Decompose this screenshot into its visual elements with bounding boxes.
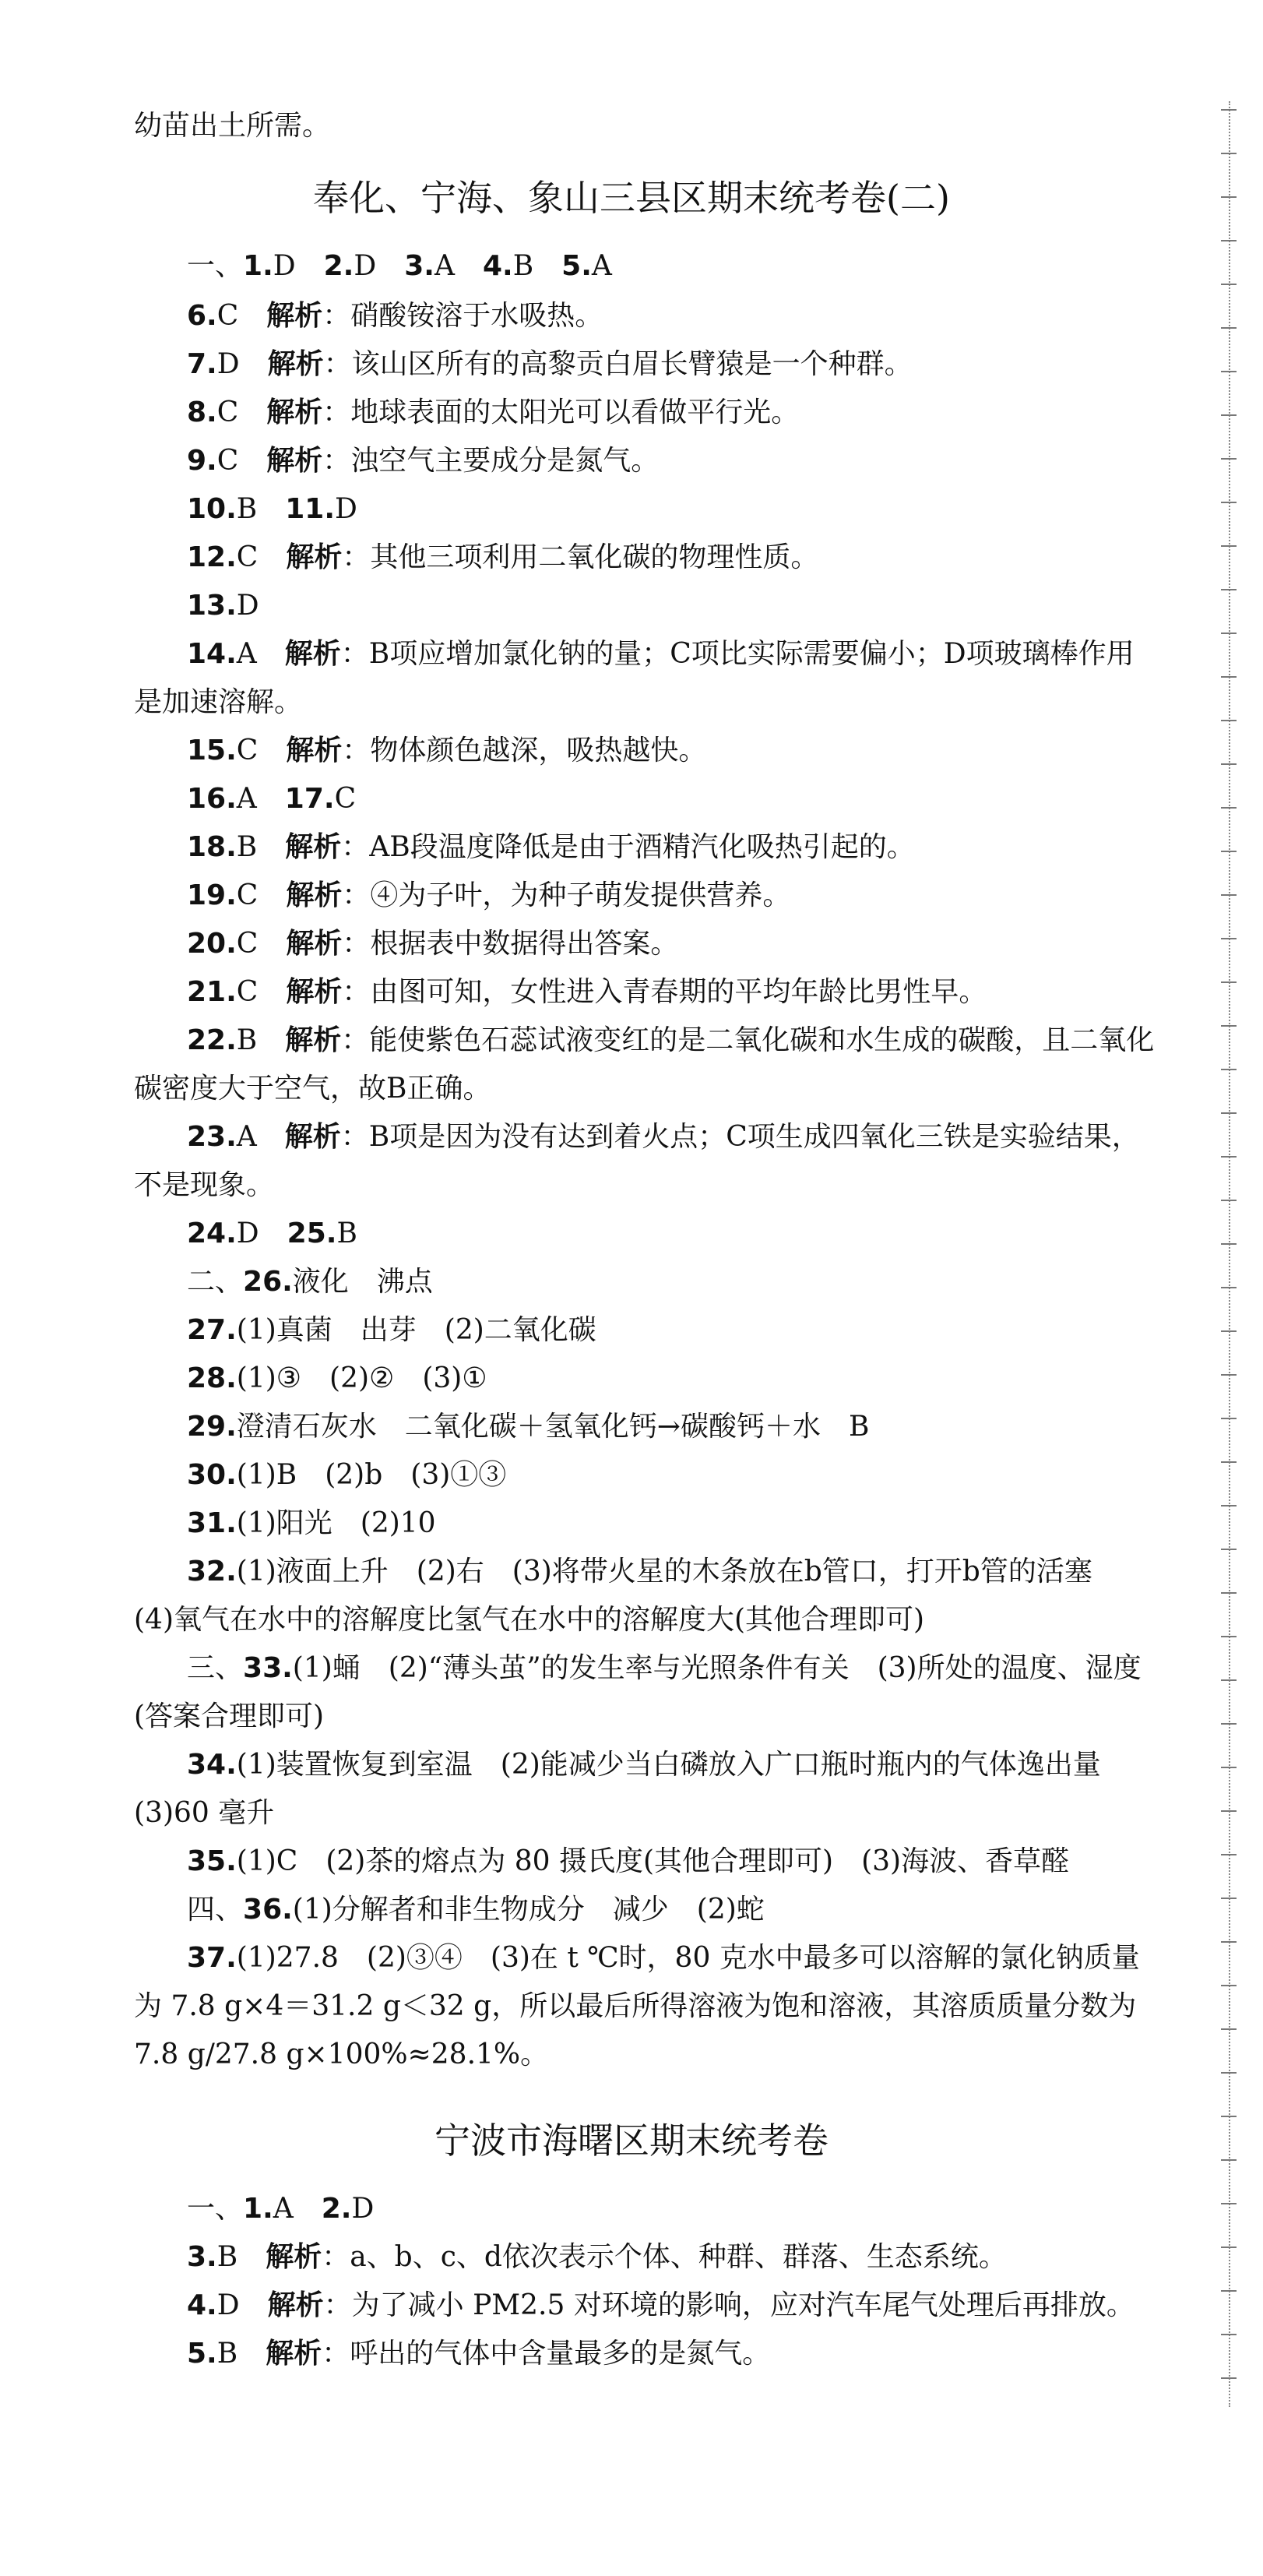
rail-tick (1221, 1898, 1237, 1899)
answer-line (187, 2289, 1135, 2323)
question-number: 23. (187, 1121, 237, 1153)
answer-text: (答案合理即可) (134, 1700, 325, 1732)
question-number: 3. (187, 2241, 217, 2273)
rail-tick (1221, 414, 1237, 416)
answer-text: B (216, 2338, 266, 2370)
question-number: 24. (187, 1218, 237, 1249)
answer-text: A (434, 250, 483, 282)
answer-text: ：其他三项利用二氧化碳的物理性质。 (342, 541, 819, 573)
answer-line (187, 347, 913, 382)
answer-text: C (216, 300, 267, 332)
rail-tick (1221, 1679, 1237, 1681)
rail-tick (1221, 2028, 1237, 2030)
answer-text: (1)B (2)b (3)①③ (236, 1459, 507, 1491)
rail-tick (1221, 371, 1237, 372)
answer-line (187, 1120, 1140, 1154)
answer-text: ：该山区所有的高黎贡白眉长臂猿是一个种群。 (323, 348, 913, 380)
rail-tick (1221, 1069, 1237, 1070)
question-number: 11. (285, 493, 336, 525)
question-number: 4. (482, 250, 513, 282)
rail-tick (1221, 2247, 1237, 2248)
rail-tick (1221, 2159, 1237, 2161)
question-number: 29. (187, 1411, 237, 1443)
rail-tick (1221, 676, 1237, 678)
answer-text: C (216, 396, 267, 428)
answer-text: 一、 (187, 2193, 244, 2225)
answer-text: (1)液面上升 (2)右 (3)将带火星的木条放在b管口，打开b管的活塞 (236, 1556, 1092, 1588)
answer-text: D (273, 250, 324, 282)
rail-tick (1221, 894, 1237, 896)
answer-text: ：B项是因为没有达到着火点；C项生成四氧化三铁是实验结果， (340, 1121, 1140, 1153)
answer-line (187, 541, 818, 575)
question-number: 5. (187, 2338, 217, 2370)
answer-line (187, 879, 790, 913)
answer-line (187, 1555, 1092, 1589)
answer-text: ：硝酸铵溶于水吸热。 (322, 300, 603, 332)
rail-tick (1221, 981, 1237, 983)
answer-line (187, 1410, 869, 1444)
answer-text: ：能使紫色石蕊试液变红的是二氧化碳和水生成的碳酸，且二氧化 (341, 1024, 1155, 1056)
rail-tick (1221, 938, 1237, 939)
answer-text: (1)C (2)茶的熔点为 80 摄氏度(其他合理即可) (3)海波、香草醛 (236, 1845, 1070, 1877)
answer-line (187, 734, 706, 768)
answer-line (187, 2192, 374, 2226)
question-number: 16. (187, 783, 237, 815)
rail-tick (1221, 1156, 1237, 1158)
answer-text: ：呼出的气体中含量最多的是氮气。 (322, 2338, 771, 2370)
answer-text: B (236, 493, 286, 525)
answer-line (134, 685, 302, 720)
question-number: 13. (187, 590, 237, 622)
analysis-label: 解析 (284, 638, 341, 670)
answer-text: (4)氧气在水中的溶解度比氢气在水中的溶解度大(其他合理即可) (134, 1604, 925, 1636)
rail-tick (1221, 1723, 1237, 1725)
rail-tick (1221, 763, 1237, 765)
rail-tick (1221, 1854, 1237, 1855)
question-number: 1. (243, 2193, 273, 2225)
answer-text: ：为了减小 PM2.5 对环境的影响，应对汽车尾气处理后再排放。 (323, 2289, 1135, 2321)
rail-tick (1221, 458, 1237, 460)
rail-tick (1221, 1810, 1237, 1812)
answer-line (187, 1651, 1142, 1686)
answer-text: C (236, 541, 287, 573)
answer-text: (1)分解者和非生物成分 减少 (2)蛇 (292, 1894, 765, 1926)
question-number: 17. (284, 783, 335, 815)
answer-text: ：地球表面的太阳光可以看做平行光。 (322, 396, 800, 428)
answer-text: A (236, 1121, 285, 1153)
answer-line (187, 1506, 436, 1541)
rail-tick (1221, 1374, 1237, 1376)
answer-text: 幼苗出土所需。 (134, 110, 331, 142)
answer-text: 一、 (187, 250, 244, 282)
question-number: 12. (187, 541, 237, 573)
answer-text: 不是现象。 (134, 1169, 275, 1201)
binding-margin-rail (1229, 101, 1230, 2407)
answer-text: C (334, 783, 357, 815)
question-number: 37. (187, 1942, 237, 1974)
rail-tick (1221, 2116, 1237, 2117)
question-number: 5. (561, 250, 592, 282)
analysis-label: 解析 (286, 976, 343, 1008)
analysis-label: 解析 (285, 1024, 342, 1056)
answer-text: 液化 沸点 (292, 1266, 433, 1298)
answer-text: D (216, 2289, 268, 2321)
rail-tick (1221, 851, 1237, 852)
answer-text: 三、 (187, 1652, 244, 1684)
answer-text: A (236, 783, 285, 815)
answer-line (187, 492, 357, 527)
question-number: 18. (187, 831, 237, 863)
answer-line (187, 2240, 1007, 2275)
answer-text: B (216, 2241, 266, 2273)
question-number: 7. (187, 348, 217, 380)
answer-line (187, 1217, 357, 1251)
analysis-label: 解析 (266, 396, 323, 428)
rail-tick (1221, 1112, 1237, 1114)
answer-text: 澄清石灰水 二氧化碳＋氢氧化钙→碳酸钙＋水 B (236, 1411, 870, 1443)
question-number: 28. (187, 1362, 237, 1394)
analysis-label: 解析 (284, 1121, 341, 1153)
answer-text: 7.8 g/27.8 g×100%≈28.1%。 (134, 2039, 549, 2070)
answer-text: B (236, 831, 286, 863)
answer-text: ：④为子叶，为种子萌发提供营养。 (342, 879, 791, 911)
rail-tick (1221, 109, 1237, 111)
question-number: 2. (321, 2193, 352, 2225)
answer-text: ：物体颜色越深，吸热越快。 (342, 735, 707, 766)
rail-tick (1221, 2377, 1237, 2379)
answer-text: C (236, 735, 287, 766)
rail-tick (1221, 545, 1237, 547)
rail-tick (1221, 2290, 1237, 2292)
question-number: 4. (187, 2289, 217, 2321)
rail-tick (1221, 1636, 1237, 1637)
answer-line (134, 1700, 324, 1734)
question-number: 10. (187, 493, 237, 525)
rail-tick (1221, 1549, 1237, 1550)
answer-text: C (236, 976, 287, 1008)
answer-text: 奉化、宁海、象山三县区期末统考卷(二) (313, 177, 950, 219)
answer-line (187, 1748, 1101, 1782)
rail-tick (1221, 196, 1237, 198)
answer-line (134, 1989, 1136, 2024)
answer-text: (1)27.8 (2)③④ (3)在 t ℃时，80 克水中最多可以溶解的氯化钠质量 (236, 1942, 1140, 1974)
answer-text: ：B项应增加氯化钠的量；C项比实际需要偏小；D项玻璃棒作用 (340, 638, 1135, 670)
rail-tick (1221, 284, 1237, 285)
answer-text: A (236, 638, 285, 670)
answer-line (187, 589, 259, 623)
section-title (0, 2119, 1263, 2162)
rail-tick (1221, 502, 1237, 503)
question-number: 30. (187, 1459, 237, 1491)
answer-text: 四、 (187, 1894, 244, 1926)
answer-line (187, 782, 356, 816)
question-number: 19. (187, 879, 237, 911)
answer-text: (1)阳光 (2)10 (236, 1507, 436, 1539)
answer-line (134, 1168, 274, 1203)
answer-text: 宁波市海曙区期末统考卷 (434, 2120, 829, 2162)
answer-line (187, 1941, 1140, 1975)
analysis-label: 解析 (286, 541, 343, 573)
answer-line (187, 396, 799, 430)
answer-line (134, 109, 330, 143)
answer-text: 二、 (187, 1266, 244, 1298)
answer-line (187, 1845, 1069, 1879)
rail-tick (1221, 2203, 1237, 2204)
answer-text: ：浊空气主要成分是氮气。 (322, 445, 660, 477)
analysis-label: 解析 (266, 2338, 322, 2370)
rail-tick (1221, 720, 1237, 721)
rail-tick (1221, 1941, 1237, 1943)
analysis-label: 解析 (267, 2289, 324, 2321)
answer-line (187, 1458, 506, 1492)
answer-text: C (236, 879, 287, 911)
analysis-label: 解析 (286, 879, 343, 911)
answer-line (134, 1603, 924, 1637)
question-number: 20. (187, 928, 237, 960)
answer-line (134, 1796, 274, 1831)
answer-text: ：a、b、c、d依次表示个体、种群、群落、生态系统。 (322, 2241, 1007, 2273)
rail-tick (1221, 1287, 1237, 1288)
answer-line (187, 1893, 765, 1927)
question-number: 31. (187, 1507, 237, 1539)
rail-tick (1221, 153, 1237, 154)
answer-text: D (236, 590, 259, 622)
rail-tick (1221, 240, 1237, 241)
question-number: 27. (187, 1314, 237, 1346)
question-number: 21. (187, 976, 237, 1008)
question-number: 2. (323, 250, 354, 282)
question-number: 36. (243, 1894, 293, 1926)
rail-tick (1221, 589, 1237, 590)
section-title (0, 176, 1263, 220)
rail-tick (1221, 1243, 1237, 1245)
answer-text: ：AB段温度降低是由于酒精汽化吸热引起的。 (341, 831, 915, 863)
answer-line (187, 1024, 1154, 1058)
answer-line (187, 1265, 433, 1299)
rail-tick (1221, 633, 1237, 634)
answer-line (187, 830, 915, 865)
question-number: 6. (187, 300, 217, 332)
rail-tick (1221, 1985, 1237, 1986)
rail-tick (1221, 807, 1237, 809)
rail-tick (1221, 1200, 1237, 1201)
answer-text: (1)真菌 出芽 (2)二氧化碳 (236, 1314, 596, 1346)
answer-text: D (216, 348, 268, 380)
answer-line (187, 299, 603, 333)
analysis-label: 解析 (285, 831, 342, 863)
answer-line (187, 637, 1135, 671)
rail-tick (1221, 1025, 1237, 1027)
rail-tick (1221, 327, 1237, 329)
analysis-label: 解析 (286, 735, 343, 766)
question-number: 32. (187, 1556, 237, 1588)
question-number: 34. (187, 1749, 237, 1781)
question-number: 1. (243, 250, 273, 282)
answer-text: B (512, 250, 562, 282)
answer-text: B (236, 1024, 286, 1056)
answer-line (187, 2337, 770, 2371)
answer-text: 是加速溶解。 (134, 686, 303, 718)
answer-line (187, 1362, 487, 1396)
answer-text: D (335, 493, 357, 525)
answer-text: B (336, 1218, 357, 1249)
answer-text: A (273, 2193, 322, 2225)
answer-text: 为 7.8 g×4＝31.2 g＜32 g，所以最后所得溶液为饱和溶液，其溶质质量分数为 (134, 1990, 1137, 2022)
answer-text: ：根据表中数据得出答案。 (342, 928, 679, 960)
answer-text: D (351, 2193, 375, 2225)
rail-tick (1221, 1461, 1237, 1463)
answer-line (187, 444, 659, 478)
question-number: 15. (187, 735, 237, 766)
rail-tick (1221, 2334, 1237, 2335)
question-number: 33. (243, 1652, 293, 1684)
answer-line (134, 1072, 491, 1106)
answer-line (134, 2038, 548, 2072)
answer-line (187, 249, 612, 284)
analysis-label: 解析 (266, 445, 323, 477)
rail-tick (1221, 1767, 1237, 1768)
rail-tick (1221, 1418, 1237, 1419)
question-number: 35. (187, 1845, 237, 1877)
answer-line (187, 975, 987, 1010)
rail-tick (1221, 2072, 1237, 2074)
answer-text: C (236, 928, 287, 960)
analysis-label: 解析 (266, 300, 323, 332)
analysis-label: 解析 (266, 2241, 322, 2273)
question-number: 25. (287, 1218, 337, 1249)
answer-text: ：由图可知，女性进入青春期的平均年龄比男性早。 (342, 976, 987, 1008)
question-number: 14. (187, 638, 237, 670)
answer-line (187, 1313, 596, 1348)
answer-text: A (591, 250, 612, 282)
answer-text: (1)装置恢复到室温 (2)能减少当白磷放入广口瓶时瓶内的气体逸出量 (236, 1749, 1101, 1781)
analysis-label: 解析 (286, 928, 343, 960)
analysis-label: 解析 (267, 348, 324, 380)
answer-text: (1)③ (2)② (3)① (236, 1362, 487, 1394)
question-number: 26. (243, 1266, 293, 1298)
answer-text: D (236, 1218, 287, 1249)
question-number: 9. (187, 445, 217, 477)
answer-text: C (216, 445, 267, 477)
answer-text: 碳密度大于空气，故B正确。 (134, 1073, 491, 1105)
rail-tick (1221, 1330, 1237, 1332)
question-number: 3. (404, 250, 434, 282)
answer-line (187, 927, 678, 961)
rail-tick (1221, 1505, 1237, 1506)
rail-tick (1221, 1592, 1237, 1594)
answer-text: D (354, 250, 405, 282)
question-number: 22. (187, 1024, 237, 1056)
answer-text: (1)蛹 (2)“薄头茧”的发生率与光照条件有关 (3)所处的温度、湿度 (292, 1652, 1142, 1684)
question-number: 8. (187, 396, 217, 428)
answer-text: (3)60 毫升 (134, 1797, 275, 1829)
